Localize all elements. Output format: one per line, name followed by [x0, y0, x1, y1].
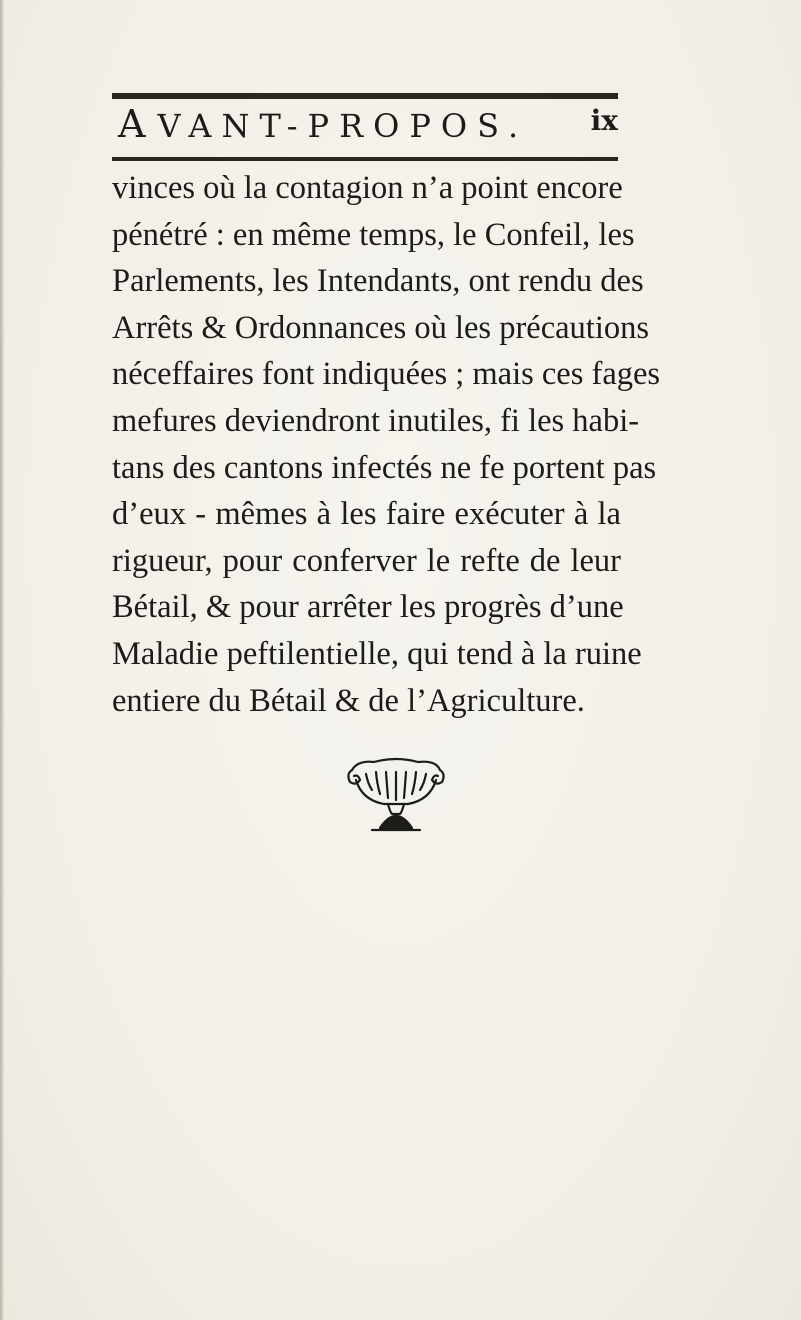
body-text	[112, 165, 661, 724]
running-head-initial: A	[118, 102, 158, 146]
running-head	[118, 100, 618, 150]
text-line: Arrêts & Ordonnances où les précautions	[112, 309, 649, 346]
text-line: néceffaires font indiquées ; mais ces fages	[112, 356, 661, 393]
text-line: Bétail, & pour arrêter les progrès d’une	[112, 589, 624, 626]
running-head-rest: VANT-PROPOS.	[157, 107, 529, 145]
text-line: Parlements, les Intendants, ont rendu des	[112, 263, 644, 300]
text-line: vinces où la contagion n’a point encore	[112, 170, 623, 206]
header-rule-bottom	[112, 157, 618, 161]
urn-fleuron-icon	[344, 756, 448, 832]
page-number: ix	[590, 104, 618, 137]
text-line: tans des cantons infectés ne fe portent pas	[112, 449, 657, 486]
text-line: Maladie peftilentielle, qui tend à la ruine	[112, 635, 642, 672]
text-line: d’eux - mêmes à les faire exécuter à la	[112, 496, 621, 533]
text-line: pénétré : en même temps, le Confeil, les	[112, 216, 635, 253]
text-line-last: entiere du Bétail & de l’Agriculture.	[112, 682, 585, 719]
text-line: rigueur, pour conferver le refte de leur	[112, 542, 621, 579]
header-rule-top	[112, 93, 618, 99]
page-gutter-shadow	[0, 0, 4, 1320]
running-head-title	[118, 102, 528, 146]
text-line: mefures deviendront inutiles, fi les habi-	[112, 402, 640, 439]
